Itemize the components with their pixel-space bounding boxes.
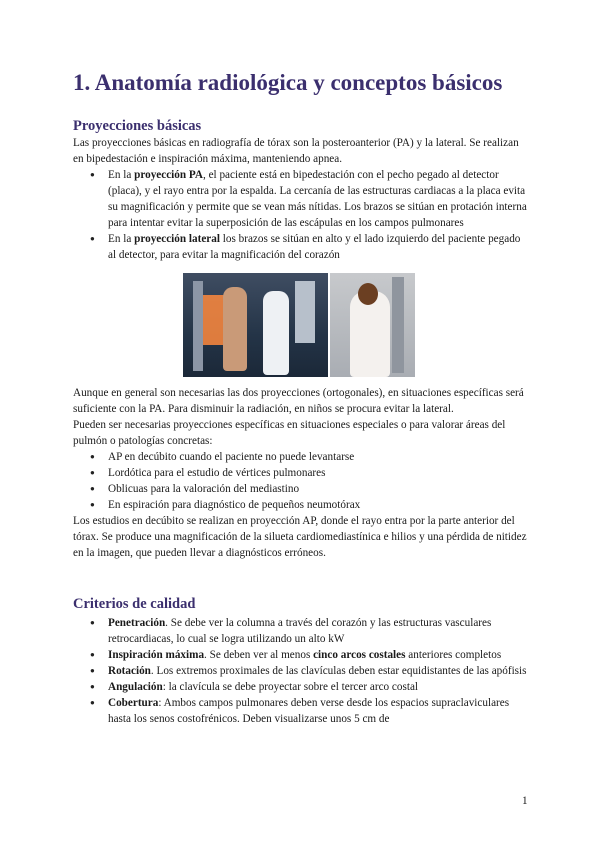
section-heading-proyecciones: Proyecciones básicas — [73, 118, 202, 134]
section-criterios — [73, 596, 529, 727]
page-title: 1. Anatomía radiológica y conceptos básicos — [73, 70, 503, 95]
list-item: ● Inspiración máxima. Se deben ver al menos cinco arcos costales anteriores completos — [108, 647, 529, 663]
list-item: ● Rotación. Los extremos proximales de las clavículas deben estar equidistantes de las apófisis — [108, 663, 529, 679]
bold-term: Cobertura — [108, 697, 159, 709]
list-item: ● Lordótica para el estudio de vértices pulmonares — [108, 465, 529, 481]
section-heading-criterios: Criterios de calidad — [73, 596, 196, 612]
list-item: ● Oblicuas para la valoración del mediastino — [108, 481, 529, 497]
list-item: ● Angulación: la clavícula se debe proyectar sobre el tercer arco costal — [108, 679, 529, 695]
bold-term: Inspiración máxima — [108, 649, 205, 661]
list-item: ● En la proyección lateral los brazos se sitúan en alto y el lado izquierdo del paciente pegado al detector, para evitar la magnificación del corazón — [108, 231, 529, 263]
list-item: ● En la proyección PA, el paciente está en bipedestación con el pecho pegado al detector (placa), y el rayo entra por la espalda. La cercanía de las estructuras cardiacas a la placa evita su magnificación y permite que se vean más nítidas. Los brazos se sitúan en protación interna para intentar evitar la superposición de las escápulas en los campos pulmonares — [108, 167, 529, 231]
body-paragraph: Aunque en general son necesarias las dos proyecciones (ortogonales), en situaciones específicas será suficiente con la PA. Para disminuir la radiación, en niños se procura evitar la lateral. — [73, 387, 524, 415]
body-paragraph: Los estudios en decúbito se realizan en proyección AP, donde el rayo entra por la parte anterior del tórax. Se produce una magnificación de la silueta cardiomediastínica e hilios y una pérdida de nitidez en la imagen, que pueden llevar a diagnósticos erróneos. — [73, 515, 527, 559]
lateral-projection-photo — [330, 273, 415, 377]
bold-term: proyección lateral — [134, 233, 220, 245]
bold-term: cinco arcos costales — [313, 649, 406, 661]
quality-criteria-list — [73, 615, 529, 727]
bold-term: Angulación — [108, 681, 163, 693]
bold-term: Penetración — [108, 617, 166, 629]
list-item: ● En espiración para diagnóstico de pequeños neumotórax — [108, 497, 529, 513]
radiography-photos — [183, 273, 415, 377]
pa-projection-photo — [183, 273, 328, 377]
section-proyecciones — [73, 118, 529, 561]
list-item: ● AP en decúbito cuando el paciente no puede levantarse — [108, 449, 529, 465]
projection-list — [73, 167, 529, 263]
list-item: ● Cobertura: Ambos campos pulmonares deben verse desde los espacios supraclaviculares hasta los senos costofrénicos. Deben visualizarse unos 5 cm de — [108, 695, 529, 727]
bold-term: proyección PA — [134, 169, 203, 181]
page-number: 1 — [522, 795, 528, 807]
bold-term: Rotación — [108, 665, 151, 677]
special-projection-list — [73, 449, 529, 513]
body-paragraph: Pueden ser necesarias proyecciones específicas en situaciones especiales o para valorar áreas del pulmón o patologías concretas: — [73, 419, 506, 447]
list-item: ● Penetración. Se debe ver la columna a través del corazón y las estructuras vasculares retrocardiacas, lo cual se logra utilizando un alto kW — [108, 615, 529, 647]
intro-paragraph: Las proyecciones básicas en radiografía de tórax son la posteroanterior (PA) y la lateral. Se realizan en bipedestación e inspiración máxima, manteniendo apnea. — [73, 137, 519, 165]
